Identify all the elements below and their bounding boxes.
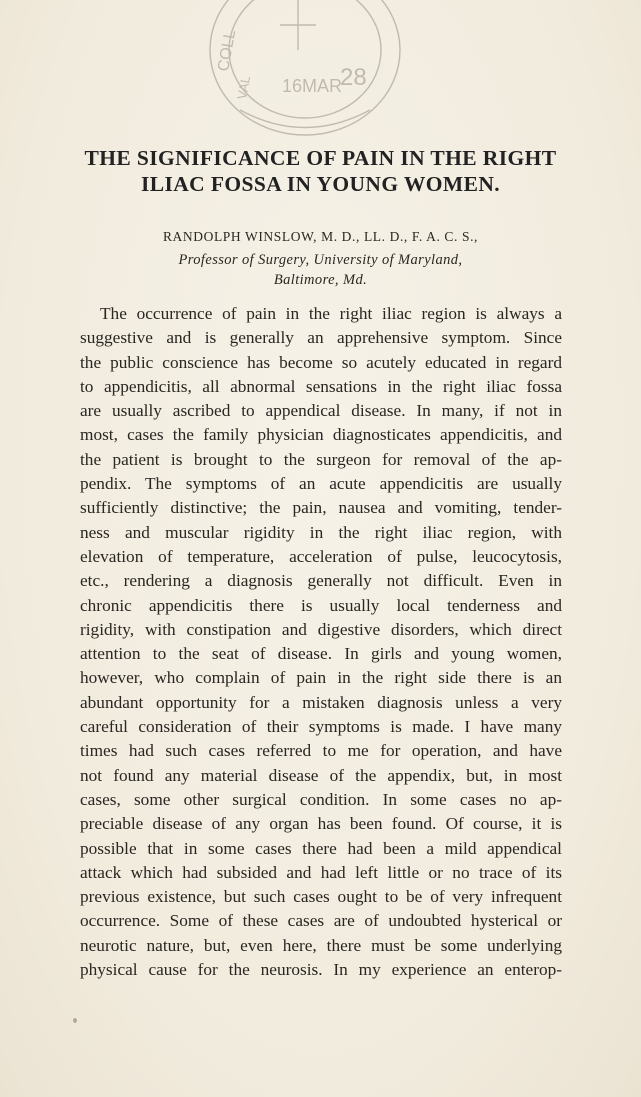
body-line: pendix. The symptoms of an acute appendicitis are usually bbox=[80, 474, 562, 494]
body-line: chronic appendicitis there is usually local tenderness and bbox=[80, 595, 562, 615]
body-line: not found any material disease of the appendix, but, in most bbox=[80, 765, 562, 785]
body-line: previous existence, but such cases ought to be of very infrequent bbox=[80, 887, 562, 907]
body-line: preciable disease of any organ has been found. Of course, it is bbox=[80, 814, 562, 834]
stamp-text-date: 16MAR bbox=[282, 76, 343, 96]
author-affiliation-line-1: Professor of Surgery, University of Maryland, bbox=[178, 252, 463, 268]
body-line: attention to the seat of disease. In girls and young women, bbox=[80, 644, 562, 664]
body-line: occurrence. Some of these cases are of undoubted hysterical or bbox=[80, 911, 562, 931]
body-line: elevation of temperature, acceleration of pulse, leucocytosis, bbox=[80, 546, 562, 566]
article-title-line-1: THE SIGNIFICANCE OF PAIN IN THE RIGHT bbox=[84, 146, 557, 170]
body-line: abundant opportunity for a mistaken diagnosis unless a very bbox=[80, 692, 562, 712]
body-line: neurotic nature, but, even here, there must be some underlying bbox=[80, 935, 562, 955]
stamp-text-year: 28 bbox=[340, 64, 367, 91]
body-line: suggestive and is generally an apprehensive symptom. Since bbox=[80, 328, 562, 348]
article-title-line-2: ILIAC FOSSA IN YOUNG WOMEN. bbox=[140, 172, 501, 196]
body-line: possible that in some cases there had been a mild appendical bbox=[80, 838, 562, 858]
body-line: rigidity, with constipation and digestive disorders, which direct bbox=[80, 619, 562, 639]
body-line: The occurrence of pain in the right iliac region is always a bbox=[100, 304, 562, 323]
author-byline: RANDOLPH WINSLOW, M. D., LL. D., F. A. C. S., bbox=[162, 229, 479, 244]
body-line: careful consideration of their symptoms is made. I have many bbox=[80, 717, 562, 737]
paper-speck bbox=[73, 1018, 77, 1023]
body-line: the public conscience has become so acutely educated in regard bbox=[80, 352, 562, 372]
body-line: cases, some other surgical condition. In some cases no ap- bbox=[80, 789, 562, 809]
body-line: ness and muscular rigidity in the right iliac region, with bbox=[80, 522, 562, 542]
article-body bbox=[80, 302, 562, 982]
author-affiliation-line-2: Baltimore, Md. bbox=[273, 272, 368, 288]
body-line: to appendicitis, all abnormal sensations in the right iliac fossa bbox=[80, 376, 562, 396]
body-line: times had such cases referred to me for operation, and have bbox=[80, 741, 562, 761]
body-line: physical cause for the neurosis. In my experience an enterop- bbox=[80, 960, 562, 980]
stamp-text-coll: COLL bbox=[215, 28, 240, 73]
stamp-text-val: VAL bbox=[234, 74, 254, 101]
body-line: etc., rendering a diagnosis generally not difficult. Even in bbox=[80, 571, 562, 591]
body-line: most, cases the family physician diagnosticates appendicitis, and bbox=[80, 425, 562, 445]
body-line: are usually ascribed to appendical disease. In many, if not in bbox=[80, 401, 562, 421]
body-line: attack which had subsided and had left little or no trace of its bbox=[80, 862, 562, 882]
body-line: sufficiently distinctive; the pain, nausea and vomiting, tender- bbox=[80, 498, 562, 518]
body-line: the patient is brought to the surgeon for removal of the ap- bbox=[80, 449, 562, 469]
library-stamp bbox=[180, 0, 430, 150]
body-line: however, who complain of pain in the right side there is an bbox=[80, 668, 562, 688]
